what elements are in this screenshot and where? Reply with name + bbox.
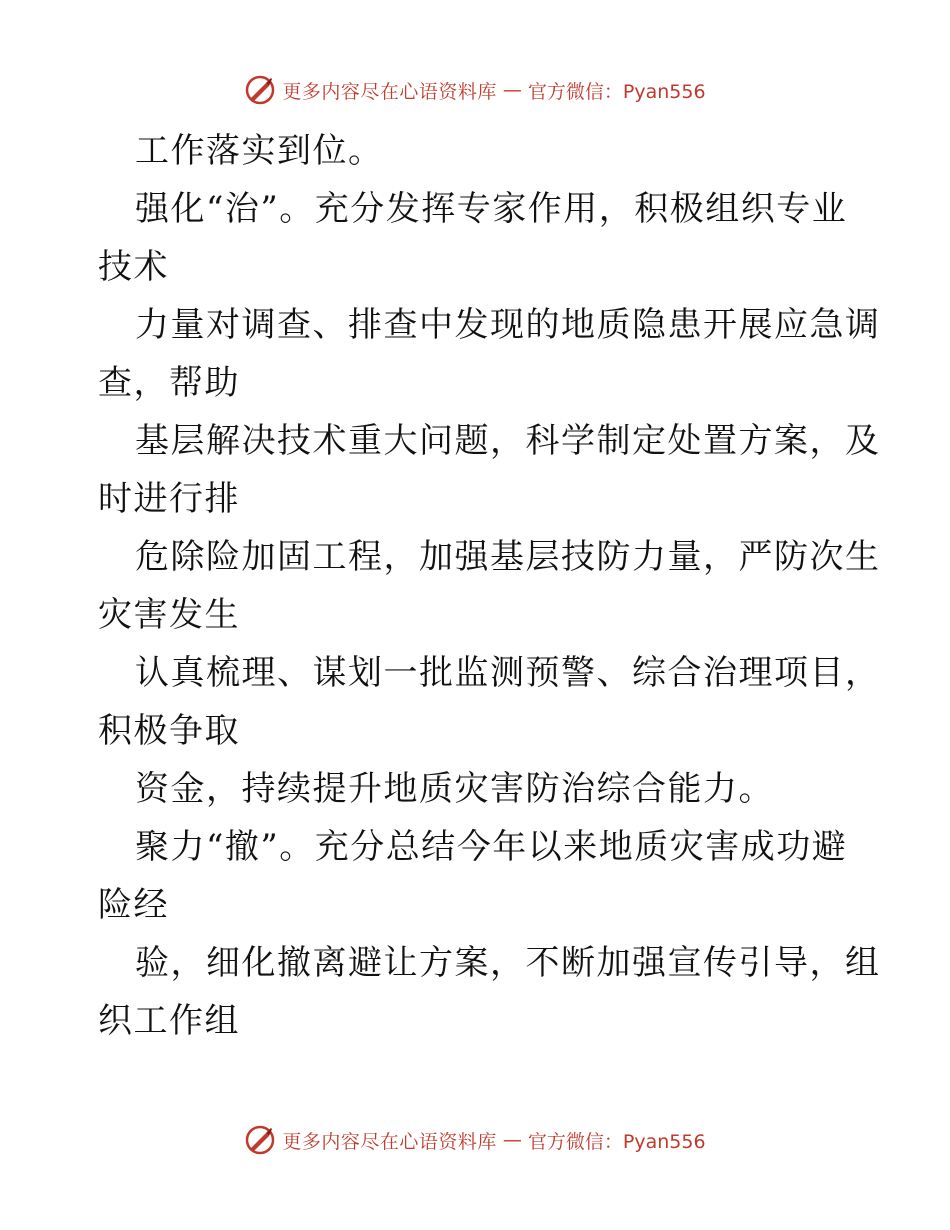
body-line: 积极争取 [98, 711, 240, 751]
body-line: 基层解决技术重大问题，科学制定处置方案，及 [135, 421, 881, 461]
watermark-text: 更多内容尽在心语资料库 [282, 80, 497, 103]
header-watermark [0, 70, 950, 110]
body-line: 危除险加固工程，加强基层技防力量，严防次生 [135, 537, 881, 577]
body-line: 织工作组 [98, 1001, 240, 1041]
body-line: 时进行排 [98, 479, 240, 519]
watermark-separator: — [502, 79, 522, 101]
body-line: 技术 [98, 247, 169, 287]
watermark-contact: 官方微信：Pyan556 [527, 1130, 706, 1153]
body-line: 认真梳理、谋划一批监测预警、综合治理项目， [135, 653, 881, 693]
body-line: 力量对调查、排查中发现的地质隐患开展应急调 [135, 305, 881, 345]
watermark-separator: — [502, 1129, 522, 1151]
body-line: 查，帮助 [98, 363, 240, 403]
watermark-contact: 官方微信：Pyan556 [527, 80, 706, 103]
quill-logo-icon [244, 1124, 276, 1156]
footer-watermark [0, 1120, 950, 1160]
body-line: 工作落实到位。 [135, 131, 384, 171]
watermark-text: 更多内容尽在心语资料库 [282, 1130, 497, 1153]
body-line: 强化“治”。充分发挥专家作用，积极组织专业 [135, 189, 848, 229]
body-line: 聚力“撤”。充分总结今年以来地质灾害成功避 [135, 827, 848, 867]
body-line: 资金，持续提升地质灾害防治综合能力。 [135, 769, 774, 809]
body-line: 险经 [98, 885, 169, 925]
body-line: 验，细化撤离避让方案，不断加强宣传引导，组 [135, 943, 881, 983]
document-body [98, 122, 881, 1050]
quill-logo-icon [244, 74, 276, 106]
body-line: 灾害发生 [98, 595, 240, 635]
